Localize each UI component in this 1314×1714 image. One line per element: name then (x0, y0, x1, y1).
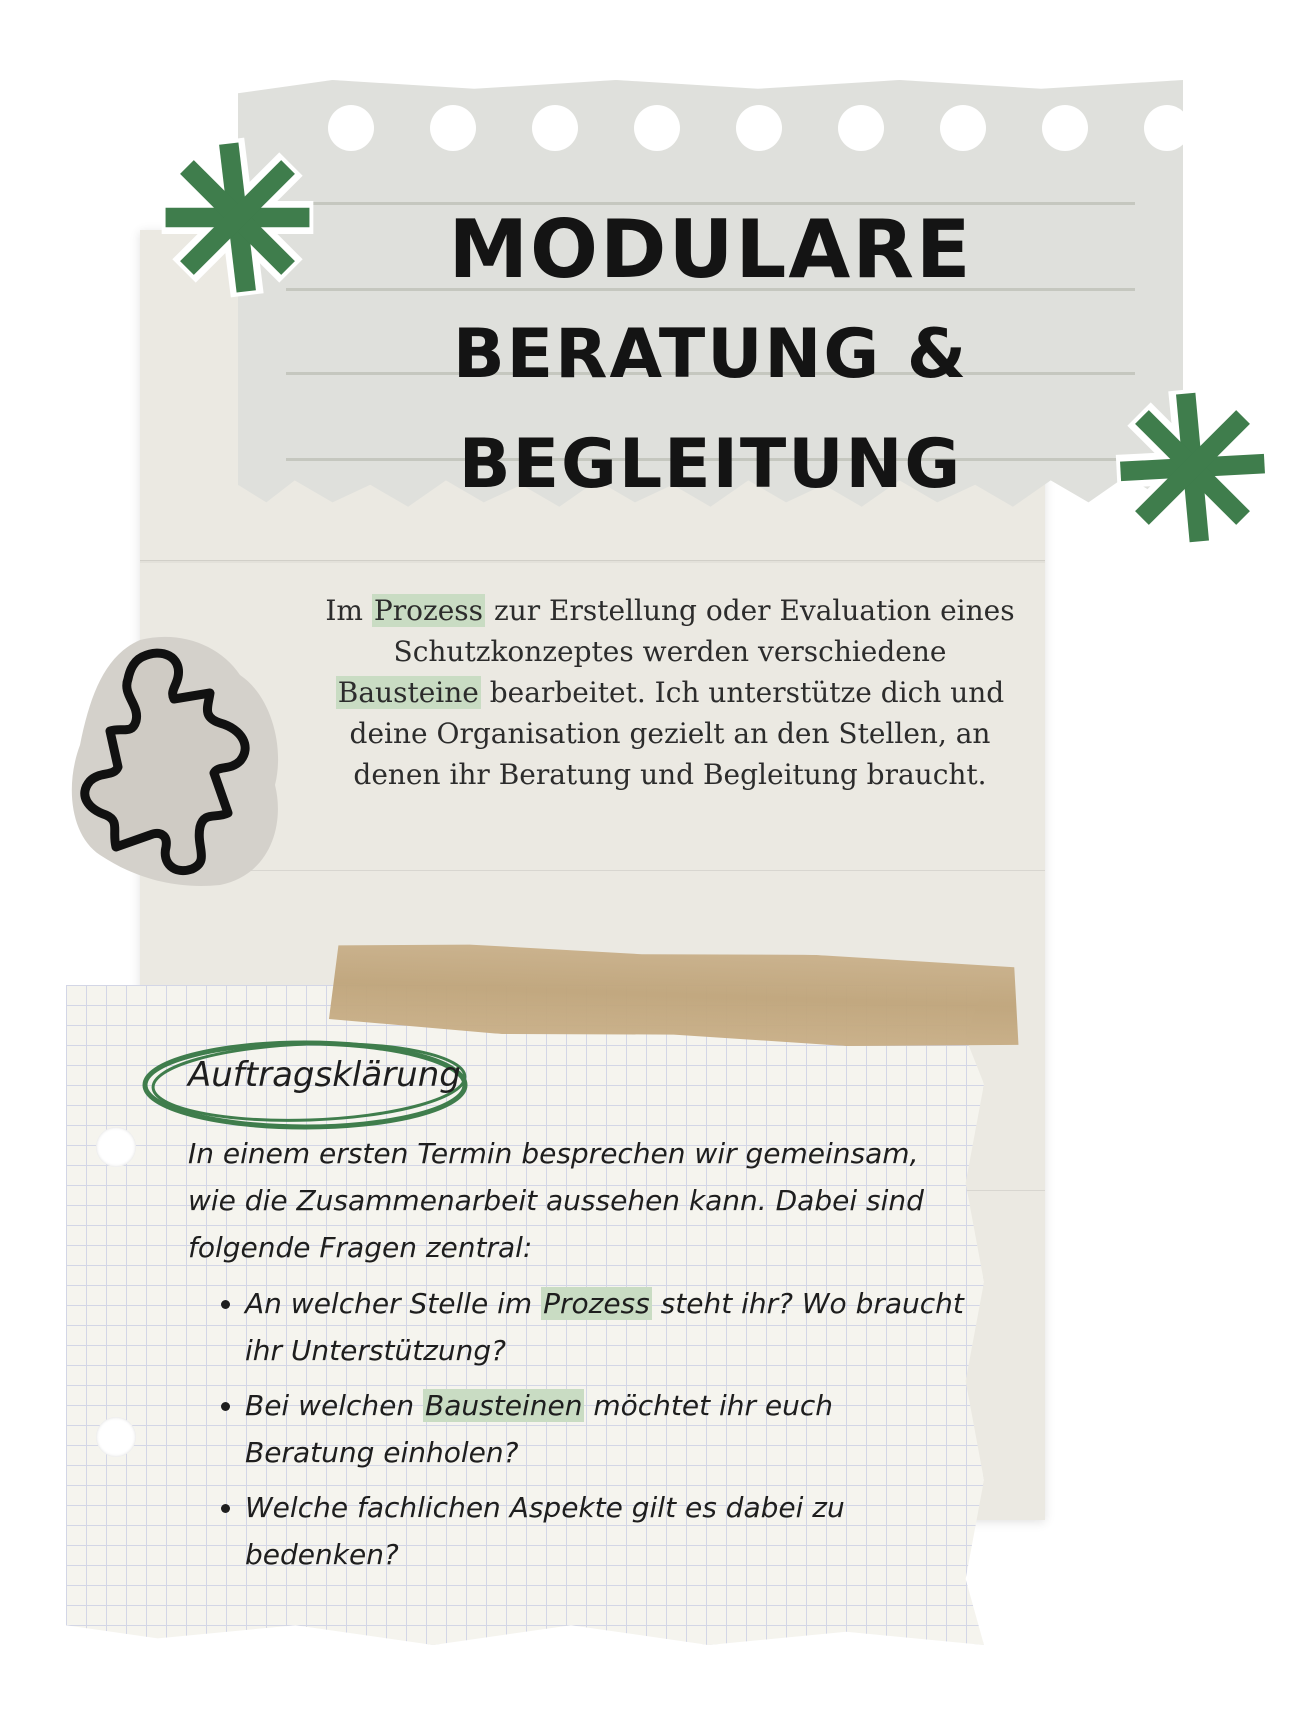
list-text: Bei welchen (245, 1389, 424, 1422)
highlight-bausteinen: Bausteinen (425, 1389, 583, 1422)
title-line-2: BERATUNG & BEGLEITUNG (452, 315, 969, 504)
list-item (245, 1484, 965, 1578)
list-text: steht ihr? Wo braucht ihr Unterstützung? (245, 1287, 964, 1367)
highlight-bausteine: Bausteine (337, 676, 479, 709)
asterisk-star-icon (150, 130, 325, 305)
fold-line (140, 560, 1045, 561)
highlight-prozess: Prozess (543, 1287, 650, 1320)
title-line-1: MODULARE (448, 203, 973, 296)
paper-hole (430, 105, 476, 151)
intro-text: Im (325, 594, 372, 627)
intro-paragraph (320, 590, 1020, 795)
paper-hole (1042, 105, 1088, 151)
intro-text: bearbeitet. Ich unterstütze dich und deine Organisation gezielt an den Stellen, an denen ihr Beratung und Begleitung braucht. (349, 676, 1005, 791)
paper-hole (96, 1127, 136, 1167)
list-item (245, 1280, 965, 1374)
paper-hole (532, 105, 578, 151)
question-list (215, 1280, 965, 1586)
list-text: An welcher Stelle im (245, 1287, 542, 1320)
paper-hole (1144, 105, 1190, 151)
section-body: In einem ersten Termin besprechen wir gemeinsam, wie die Zusammenarbeit aussehen kann. Dabei sind folgende Fragen zentral: (188, 1137, 924, 1264)
asterisk-star-icon (1105, 380, 1280, 555)
page-title (238, 200, 1183, 520)
list-text: Welche fachlichen Aspekte gilt es dabei zu bedenken? (245, 1491, 845, 1571)
intro-text: zur Erstellung oder Evaluation eines Schutzkonzeptes werden verschiedene (393, 594, 1015, 668)
paper-hole (838, 105, 884, 151)
paper-hole (328, 105, 374, 151)
paper-hole (736, 105, 782, 151)
section-title: Auftragsklärung (188, 1055, 461, 1095)
paper-hole (940, 105, 986, 151)
highlight-prozess: Prozess (373, 594, 484, 627)
list-text: möchtet ihr euch Beratung einholen? (245, 1389, 834, 1469)
list-item (245, 1382, 965, 1476)
paper-hole (96, 1417, 136, 1457)
paper-hole (634, 105, 680, 151)
puzzle-piece-icon (70, 635, 285, 890)
